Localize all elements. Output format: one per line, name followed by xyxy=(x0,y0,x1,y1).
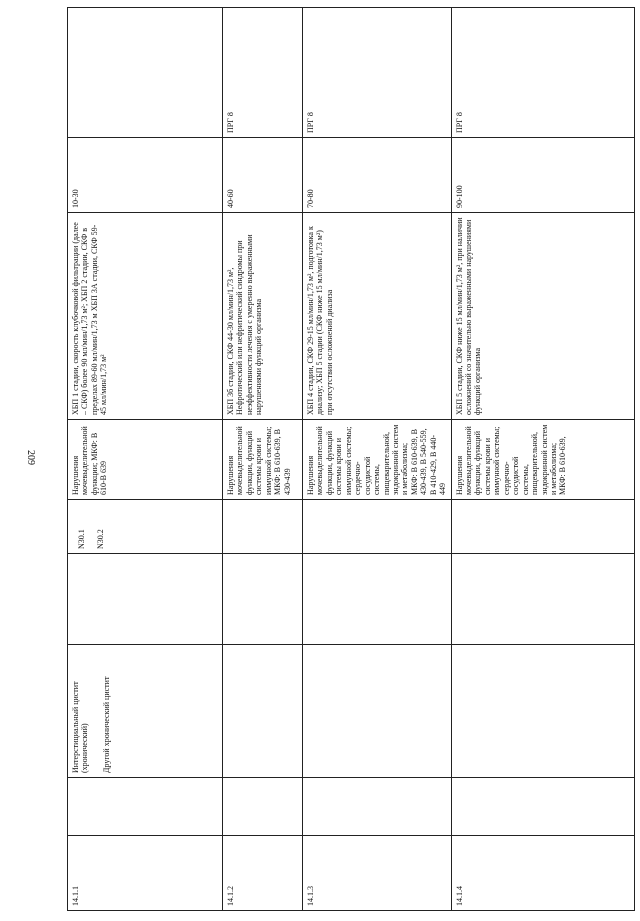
row-code: 14.1.4 xyxy=(451,836,634,911)
diagnosis-name: Интерстициальный цистит (хронический) xyxy=(71,681,90,773)
mkb-code: N30.2 xyxy=(96,529,106,549)
diagnosis-name: Другой хронический цистит xyxy=(101,676,111,773)
empty-cell xyxy=(68,554,223,645)
criteria-cell: ХБП 4 стадии, СКФ 29-15 мл/мин/1,73 м², подготовка к диализу; ХБП 5 стадии (СКФ ниже 15 мл/мин/1,73 м²) при отсутствии осложнений диализа xyxy=(303,213,452,420)
row-code: 14.1.3 xyxy=(303,836,452,911)
mkb-code: N30.1 xyxy=(77,529,86,549)
extra-cell xyxy=(68,8,223,138)
criteria-cell: ХБП 3б стадии, СКФ 44-30 мл/мин/1,73 м², Нефротический или нефритический синдромы при неэффективности лечения с умеренно выраженными нарушениями функций организма xyxy=(223,213,303,420)
empty-cell xyxy=(303,554,452,645)
percent-cell: 10-30 xyxy=(68,138,223,213)
table-row xyxy=(68,8,223,911)
empty-cell xyxy=(223,778,303,836)
page-number: 209 xyxy=(25,450,36,465)
percent-cell: 90-100 xyxy=(451,138,634,213)
diagnosis-cell xyxy=(451,645,634,778)
extra-cell: ПРГ 8 xyxy=(451,8,634,138)
row-code: 14.1.2 xyxy=(223,836,303,911)
criteria-cell: ХБП 1 стадии, скорость клубочковой фильтрации (далее – СКФ) более 90 мл/мин/1,73 м²; ХБП 2 стадии, СКФ в пределах 89-60 мл/мин/1,73 м ХБП 3А стадии, СКФ 59-45 мл/мин/1,73 м² xyxy=(68,213,223,420)
mkb-code-cell xyxy=(223,500,303,554)
mkb-code-cell xyxy=(451,500,634,554)
mkb-code-cell xyxy=(303,500,452,554)
extra-cell: ПРГ 8 xyxy=(303,8,452,138)
empty-cell xyxy=(303,778,452,836)
disability-criteria-table xyxy=(67,7,635,911)
violation-cell: Нарушения мочевыделительной функции, функций системы крови и иммунной системы; сердечно-сосудистой системы, пищеварительной, эндокринной систем и метаболизма; МКФ: В 610-639, xyxy=(451,420,634,500)
table-row xyxy=(451,8,634,911)
table-row xyxy=(303,8,452,911)
empty-cell xyxy=(68,778,223,836)
violation-cell: Нарушения мочевыделительной функции; МКФ: В 610-В 639 xyxy=(68,420,223,500)
row-code: 14.1.1 xyxy=(68,836,223,911)
violation-cell: Нарушения мочевыделительной функции, функций системы крови и иммунной системы; сердечно-сосудистой системы, пищеварительной, эндокринной систем и метаболизма; МКФ: В 610-639, В 430-439, В 540-559, В 410-429, В 440-449 xyxy=(303,420,452,500)
percent-cell: 40-60 xyxy=(223,138,303,213)
empty-cell xyxy=(451,554,634,645)
extra-cell: ПРГ 8 xyxy=(223,8,303,138)
diagnosis-cell xyxy=(223,645,303,778)
criteria-cell: ХБП 5 стадии, СКФ ниже 15 мл/мин/1,73 м², при наличии осложнений со значительно выраженными нарушениями функций организма xyxy=(451,213,634,420)
diagnosis-cell xyxy=(303,645,452,778)
empty-cell xyxy=(223,554,303,645)
empty-cell xyxy=(451,778,634,836)
percent-cell: 70-80 xyxy=(303,138,452,213)
table-row xyxy=(223,8,303,911)
diagnosis-cell xyxy=(68,645,223,778)
violation-cell: Нарушения мочевыделительной функции, функций системы крови и иммунной системы; МКФ: В 610-639, В 430-439 xyxy=(223,420,303,500)
mkb-code-cell xyxy=(68,500,223,554)
